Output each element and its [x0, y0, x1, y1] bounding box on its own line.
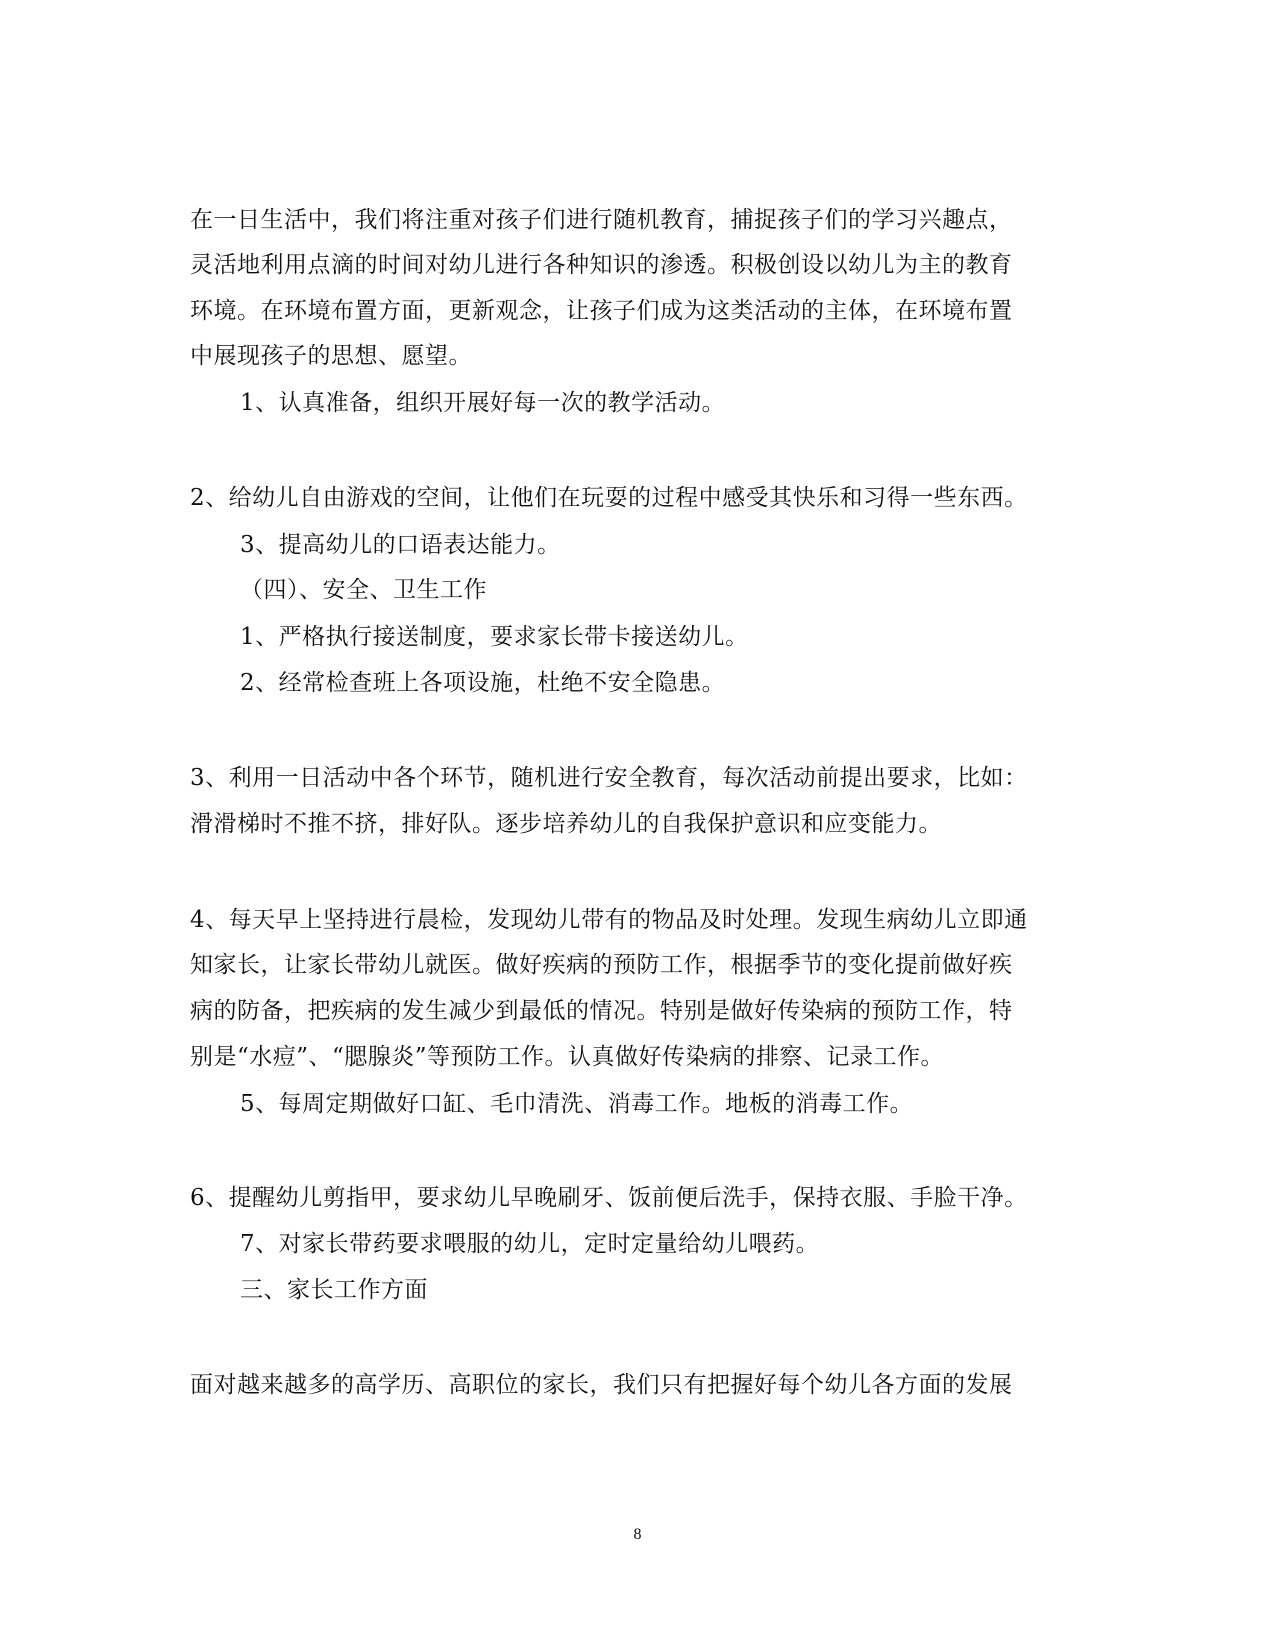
list-item: 1、认真准备，组织开展好每一次的教学活动。: [240, 390, 726, 416]
list-item: 1、严格执行接送制度，要求家长带卡接送幼儿。: [240, 624, 749, 650]
text-line: 面对越来越多的高学历、高职位的家长，我们只有把握好每个幼儿各方面的发展: [190, 1372, 1013, 1398]
text-line: 环境。在环境布置方面，更新观念，让孩子们成为这类活动的主体，在环境布置: [190, 298, 1013, 324]
list-item: 5、每周定期做好口缸、毛巾清洗、消毒工作。地板的消毒工作。: [240, 1091, 914, 1117]
text-line: 中展现孩子的思想、愿望。: [190, 343, 472, 369]
list-item: 4、每天早上坚持进行晨检，发现幼儿带有的物品及时处理。发现生病幼儿立即通: [190, 907, 1028, 933]
text-line: 灵活地利用点滴的时间对幼儿进行各种知识的渗透。积极创设以幼儿为主的教育: [190, 252, 1013, 278]
list-item: 2、给幼儿自由游戏的空间，让他们在玩耍的过程中感受其快乐和习得一些东西。: [190, 485, 1028, 511]
text-line: 滑滑梯时不推不挤，排好队。逐步培养幼儿的自我保护意识和应变能力。: [190, 811, 942, 837]
list-item: 7、对家长带药要求喂服的幼儿，定时定量给幼儿喂药。: [240, 1231, 820, 1257]
section-heading: （四）、安全、卫生工作: [240, 577, 487, 603]
list-item: 2、经常检查班上各项设施，杜绝不安全隐患。: [240, 670, 726, 696]
text-line: 病的防备，把疾病的发生减少到最低的情况。特别是做好传染病的预防工作，特: [190, 998, 1013, 1024]
page-number: 8: [633, 1526, 642, 1543]
section-heading: 三、家长工作方面: [240, 1277, 428, 1303]
text-line: 知家长，让家长带幼儿就医。做好疾病的预防工作，根据季节的变化提前做好疾: [190, 952, 1013, 978]
text-line: 在一日生活中，我们将注重对孩子们进行随机教育，捕捉孩子们的学习兴趣点，: [190, 207, 1013, 233]
list-item: 6、提醒幼儿剪指甲，要求幼儿早晚刷牙、饭前便后洗手，保持衣服、手脸干净。: [190, 1185, 1028, 1211]
list-item: 3、利用一日活动中各个环节，随机进行安全教育，每次活动前提出要求，比如：: [190, 765, 1028, 791]
text-line: 别是“水痘”、“腮腺炎”等预防工作。认真做好传染病的排察、记录工作。: [190, 1044, 945, 1070]
list-item: 3、提高幼儿的口语表达能力。: [240, 532, 561, 558]
